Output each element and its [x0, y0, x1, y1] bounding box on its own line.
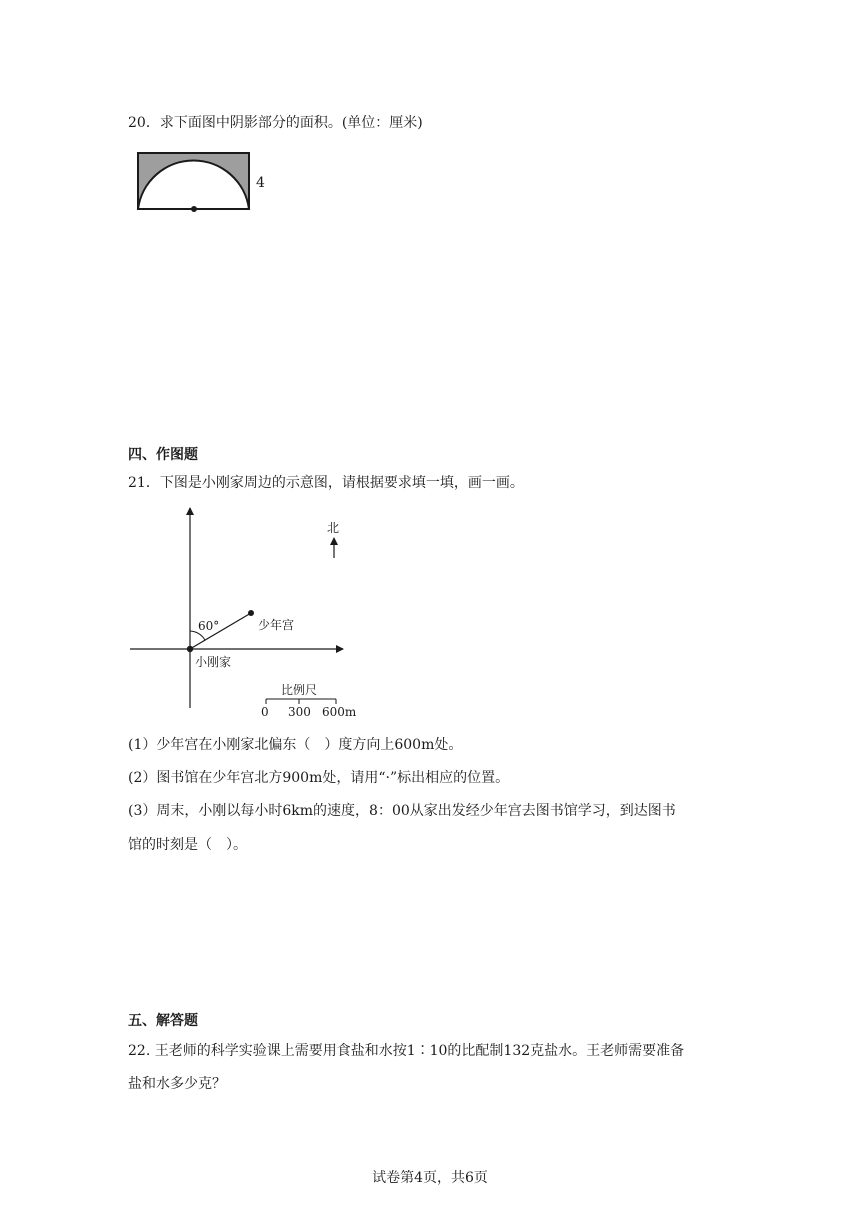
section-5-title: 五、解答题	[128, 1013, 198, 1029]
question-21-text: 21．下图是小刚家周边的示意图，请根据要求填一填，画一画。	[128, 475, 524, 491]
q20-figure	[130, 148, 280, 216]
q20-center-dot	[191, 206, 197, 212]
question-22-line-2: 盐和水多少克？	[128, 1076, 226, 1092]
page-footer: 试卷第4页，共6页	[372, 1170, 488, 1186]
section-4-title: 四、作图题	[128, 447, 198, 463]
palace-label: 少年宫	[258, 618, 295, 632]
question-21-part-3-line-1: (3）周末，小刚以每小时6km的速度，8：00从家出发经少年宫去图书馆学习，到达图书	[128, 803, 676, 819]
question-21-part-3-line-2: 馆的时刻是（ ）。	[128, 837, 247, 853]
scale-label-600: 600m	[322, 705, 357, 719]
scale-label-300: 300	[288, 705, 311, 719]
scale-title: 比例尺	[281, 683, 318, 697]
q21-map	[125, 500, 365, 725]
question-21-part-1: (1）少年宫在小刚家北偏东（ ）度方向上600m处。	[128, 737, 463, 753]
q20-side-label: 4	[256, 175, 265, 191]
question-20-text: 20．求下面图中阴影部分的面积。(单位：厘米)	[128, 115, 423, 131]
scale-label-0: 0	[261, 705, 269, 719]
palace-point	[248, 610, 254, 616]
question-22-line-1: 22. 王老师的科学实验课上需要用食盐和水按1∶10的比配制132克盐水。王老师需要准备	[128, 1043, 685, 1059]
home-label: 小刚家	[195, 655, 232, 669]
north-label: 北	[327, 521, 340, 535]
angle-label: 60°	[198, 619, 220, 633]
question-21-part-2: (2）图书馆在少年宫北方900m处，请用“·”标出相应的位置。	[128, 770, 510, 786]
